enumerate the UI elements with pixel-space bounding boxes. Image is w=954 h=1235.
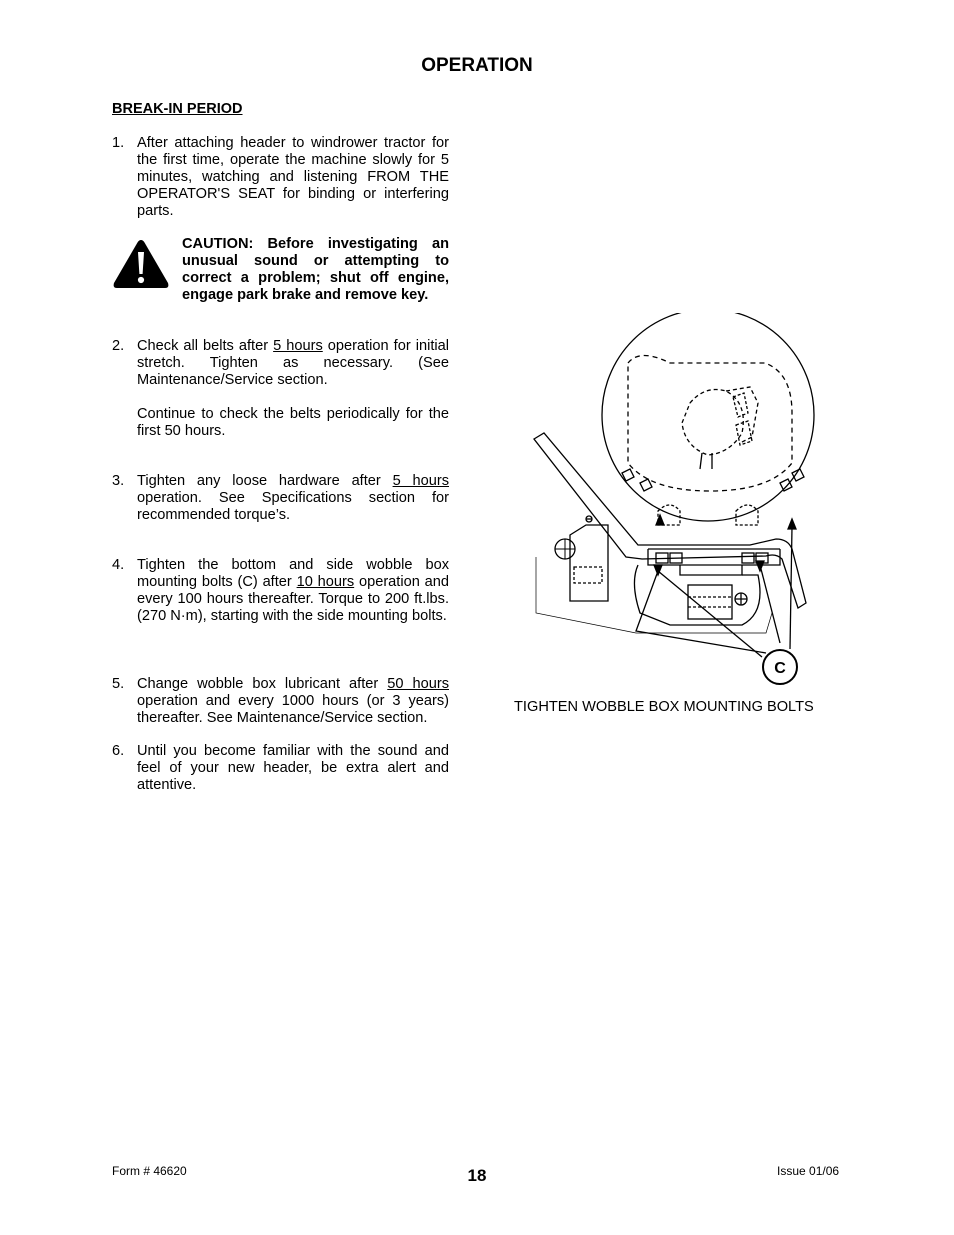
item-extra-text: Continue to check the belts periodically for the first 50 hours. (137, 406, 449, 439)
item-underlined-text: 10 hours (296, 574, 355, 590)
item-text: After attaching header to windrower tractor for the first time, operate the machine slowly for 5 minutes, watching and listening FROM THE OPERATOR'S SEAT for binding or interfering parts. (137, 135, 449, 219)
item-text: Until you become familiar with the sound and feel of your new header, be extra alert and attentive. (137, 743, 449, 793)
footer-form-number: Form # 46620 (112, 1164, 187, 1178)
item-text: Tighten any loose hardware after (137, 473, 393, 489)
item-text: operation for initial stretch. Tighten as necessary. (See Maintenance/Service section. (137, 338, 449, 388)
footer-issue: Issue 01/06 (777, 1164, 840, 1178)
list-item-2 (112, 338, 449, 440)
section-heading: BREAK-IN PERIOD (112, 101, 243, 117)
warning-triangle-icon (112, 238, 170, 290)
item-text: operation. See Specifications section for recommended torque’s. (137, 490, 449, 523)
item-number: 2. (112, 338, 125, 354)
item-number: 6. (112, 743, 125, 759)
list-item-5 (112, 676, 449, 727)
item-text: operation and every 100 hours thereafter. Torque to 200 ft.lbs. (270 N·m), starting with the side mounting bolts. (137, 574, 449, 624)
page-title: OPERATION (421, 55, 533, 76)
item-text: Check all belts after (137, 338, 274, 354)
list-item-3 (112, 473, 449, 524)
item-underlined-text: 50 hours (387, 676, 449, 692)
page-number: 18 (467, 1166, 487, 1185)
item-underlined-text: 5 hours (273, 338, 323, 354)
item-number: 4. (112, 557, 125, 573)
item-text: Tighten the bottom and side wobble box mounting bolts (C) after (137, 557, 449, 590)
item-number: 1. (112, 135, 125, 151)
list-item-6 (112, 743, 449, 794)
item-text: operation and every 1000 hours (or 3 years) thereafter. See Maintenance/Service section. (137, 693, 449, 726)
item-number: 5. (112, 676, 125, 692)
item-number: 3. (112, 473, 125, 489)
callout-c-label: C (774, 660, 786, 677)
item-text: Change wobble box lubricant after (137, 676, 388, 692)
list-item-1 (112, 135, 449, 220)
item-underlined-text: 5 hours (392, 473, 449, 489)
list-item-4 (112, 557, 449, 625)
figure-caption: TIGHTEN WOBBLE BOX MOUNTING BOLTS (514, 699, 814, 715)
caution-text: CAUTION: Before investigating an unusual sound or attempting to correct a problem; shut off engine, engage park brake and remove key. (182, 236, 449, 303)
wobble-box-illustration (530, 313, 830, 693)
